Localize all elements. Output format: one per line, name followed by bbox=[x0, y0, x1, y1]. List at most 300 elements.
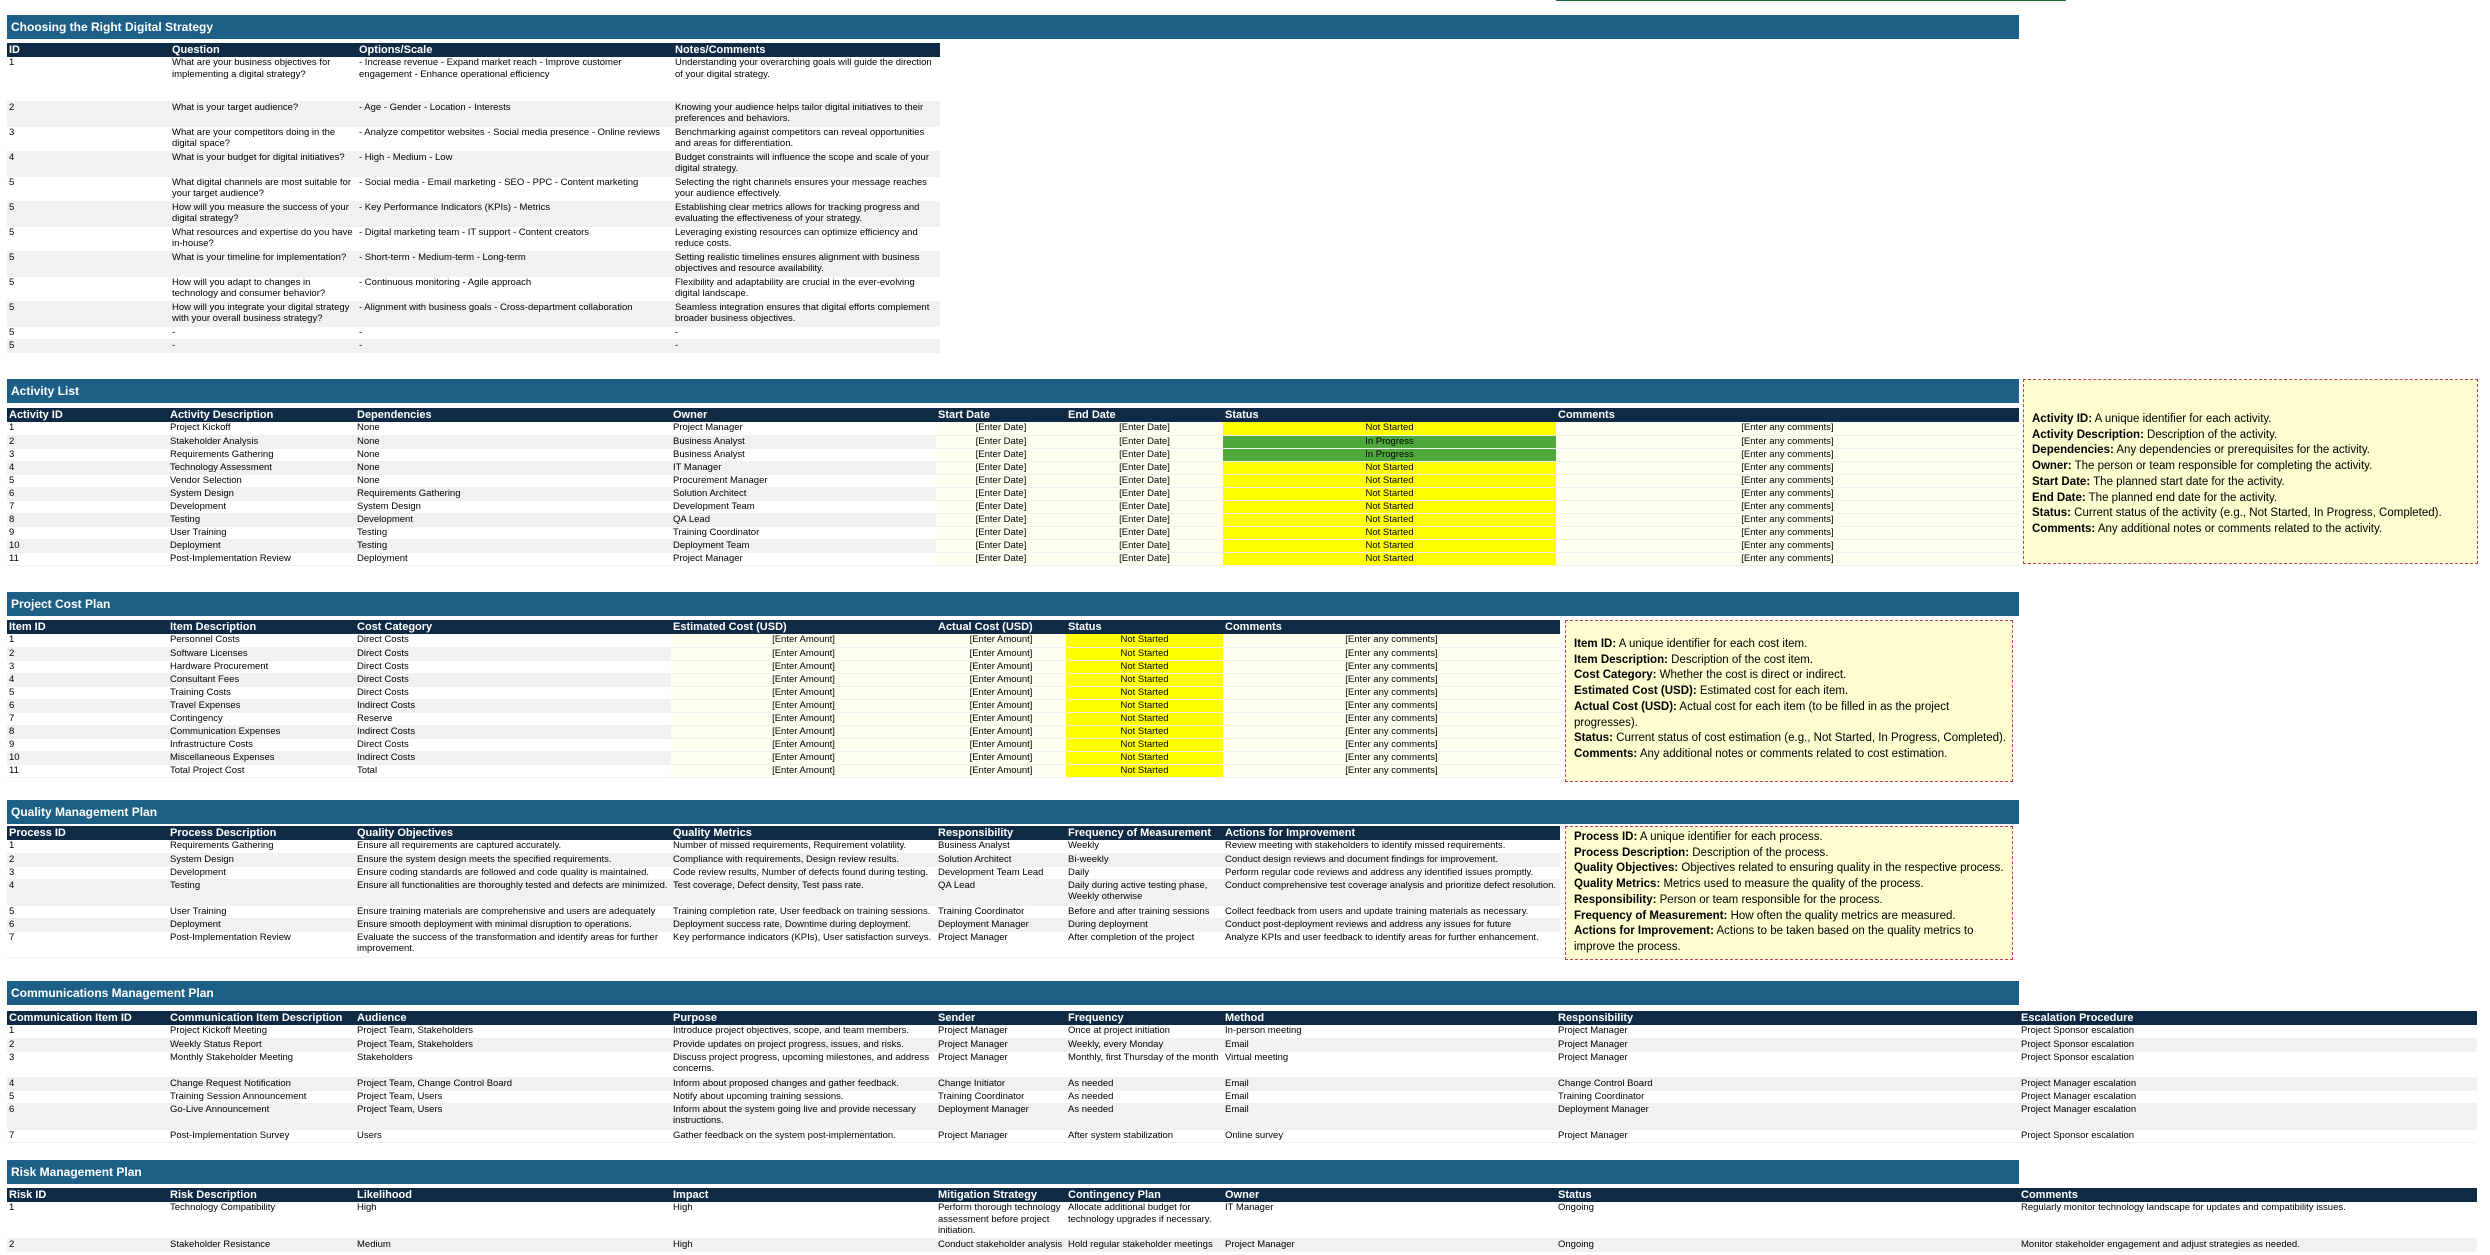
table-cell[interactable]: What resources and expertise do you have in-house? bbox=[170, 226, 357, 251]
table-cell[interactable]: Perform regular code reviews and address any identified issues promptly. bbox=[1223, 866, 1560, 879]
table-cell[interactable]: Not Started bbox=[1066, 712, 1223, 725]
table-cell[interactable]: 1 bbox=[7, 57, 170, 101]
table-cell[interactable]: 5 bbox=[7, 474, 168, 487]
table-cell[interactable]: 3 bbox=[7, 660, 168, 673]
table-cell[interactable]: Not Started bbox=[1223, 422, 1556, 435]
table-cell[interactable]: Perform thorough technology assessment before project initiation. bbox=[936, 1202, 1066, 1238]
table-cell[interactable]: QA Lead bbox=[671, 513, 936, 526]
table-cell[interactable]: Not Started bbox=[1066, 647, 1223, 660]
table-cell[interactable]: Not Started bbox=[1066, 673, 1223, 686]
table-cell[interactable]: [Enter any comments] bbox=[1556, 500, 2019, 513]
table-cell[interactable]: [Enter any comments] bbox=[1556, 422, 2019, 435]
table-cell[interactable]: 8 bbox=[7, 513, 168, 526]
table-cell[interactable]: Not Started bbox=[1223, 474, 1556, 487]
table-cell[interactable]: 6 bbox=[7, 699, 168, 712]
table-cell[interactable]: Project Manager bbox=[936, 931, 1066, 957]
table-cell[interactable]: Before and after training sessions bbox=[1066, 905, 1223, 918]
column-header[interactable]: Item Description bbox=[168, 620, 355, 634]
table-cell[interactable]: Training Coordinator bbox=[936, 1090, 1066, 1103]
table-cell[interactable]: Stakeholder Analysis bbox=[168, 435, 355, 448]
table-cell[interactable]: - bbox=[170, 339, 357, 352]
column-header[interactable]: Estimated Cost (USD) bbox=[671, 620, 936, 634]
table-cell[interactable]: System Design bbox=[168, 853, 355, 866]
table-cell[interactable]: [Enter Date] bbox=[1066, 500, 1223, 513]
table-cell[interactable]: 1 bbox=[7, 1025, 168, 1038]
table-cell[interactable]: [Enter any comments] bbox=[1556, 487, 2019, 500]
table-cell[interactable]: Project Manager bbox=[1223, 1238, 1556, 1251]
table-cell[interactable]: 6 bbox=[7, 918, 168, 931]
table-cell[interactable]: Training Coordinator bbox=[936, 905, 1066, 918]
table-cell[interactable]: Deployment Manager bbox=[1556, 1103, 2019, 1129]
table-cell[interactable]: [Enter Date] bbox=[936, 487, 1066, 500]
table-cell[interactable]: 2 bbox=[7, 1038, 168, 1051]
table-cell[interactable]: Conduct post-deployment reviews and address any issues for future bbox=[1223, 918, 1560, 931]
column-header[interactable]: Purpose bbox=[671, 1011, 936, 1025]
table-cell[interactable]: Not Started bbox=[1223, 513, 1556, 526]
table-cell[interactable]: Consultant Fees bbox=[168, 673, 355, 686]
table-cell[interactable]: Daily bbox=[1066, 866, 1223, 879]
table-cell[interactable]: [Enter Amount] bbox=[671, 712, 936, 725]
table-cell[interactable]: Direct Costs bbox=[355, 660, 671, 673]
table-cell[interactable]: None bbox=[355, 448, 671, 461]
table-cell[interactable]: - Alignment with business goals - Cross-department collaboration bbox=[357, 301, 673, 326]
table-cell[interactable]: Project Team, Users bbox=[355, 1103, 671, 1129]
table-cell[interactable]: [Enter Date] bbox=[1066, 422, 1223, 435]
column-header[interactable]: Process Description bbox=[168, 826, 355, 840]
table-cell[interactable]: 11 bbox=[7, 764, 168, 777]
table-cell[interactable]: Project Team, Stakeholders bbox=[355, 1038, 671, 1051]
table-cell[interactable]: Conduct comprehensive test coverage analysis and prioritize defect resolution. bbox=[1223, 879, 1560, 905]
table-cell[interactable]: Project Kickoff bbox=[168, 422, 355, 435]
table-cell[interactable]: Project Sponsor escalation bbox=[2019, 1025, 2477, 1038]
table-cell[interactable]: After system stabilization bbox=[1066, 1129, 1223, 1142]
table-cell[interactable]: 5 bbox=[7, 905, 168, 918]
column-header[interactable]: Frequency of Measurement bbox=[1066, 826, 1223, 840]
table-cell[interactable]: Miscellaneous Expenses bbox=[168, 751, 355, 764]
table-cell[interactable]: Procurement Manager bbox=[671, 474, 936, 487]
table-cell[interactable]: Daily during active testing phase, Weekly otherwise bbox=[1066, 879, 1223, 905]
table-cell[interactable]: Indirect Costs bbox=[355, 751, 671, 764]
table-cell[interactable]: Ensure training materials are comprehensive and users are adequately bbox=[355, 905, 671, 918]
table-cell[interactable]: Indirect Costs bbox=[355, 699, 671, 712]
table-cell[interactable]: Inform about proposed changes and gather feedback. bbox=[671, 1077, 936, 1090]
table-cell[interactable]: 9 bbox=[7, 738, 168, 751]
table-cell[interactable]: Not Started bbox=[1066, 764, 1223, 777]
table-cell[interactable]: [Enter Date] bbox=[936, 526, 1066, 539]
table-cell[interactable]: In Progress bbox=[1223, 448, 1556, 461]
table-cell[interactable]: [Enter any comments] bbox=[1223, 699, 1560, 712]
table-cell[interactable]: Monitor stakeholder engagement and adjust strategies as needed. bbox=[2019, 1238, 2477, 1251]
table-cell[interactable]: 5 bbox=[7, 301, 170, 326]
table-cell[interactable]: 6 bbox=[7, 487, 168, 500]
table-cell[interactable]: [Enter Amount] bbox=[936, 751, 1066, 764]
column-header[interactable]: Owner bbox=[1223, 1188, 1556, 1202]
table-cell[interactable]: [Enter any comments] bbox=[1223, 751, 1560, 764]
table-cell[interactable]: Requirements Gathering bbox=[168, 840, 355, 853]
table-cell[interactable]: As needed bbox=[1066, 1090, 1223, 1103]
table-cell[interactable]: Email bbox=[1223, 1090, 1556, 1103]
table-cell[interactable]: Stakeholder Resistance bbox=[168, 1238, 355, 1251]
table-cell[interactable]: Go-Live Announcement bbox=[168, 1103, 355, 1129]
table-cell[interactable]: Requirements Gathering bbox=[168, 448, 355, 461]
column-header[interactable]: Status bbox=[1223, 408, 1556, 422]
table-cell[interactable]: Project Manager bbox=[1556, 1051, 2019, 1077]
table-cell[interactable]: QA Lead bbox=[936, 879, 1066, 905]
table-cell[interactable]: What is your timeline for implementation? bbox=[170, 251, 357, 276]
column-header[interactable]: Question bbox=[170, 43, 357, 57]
table-cell[interactable]: 5 bbox=[7, 1090, 168, 1103]
table-cell[interactable]: 1 bbox=[7, 422, 168, 435]
table-cell[interactable]: Test coverage, Defect density, Test pass rate. bbox=[671, 879, 936, 905]
column-header[interactable]: Comments bbox=[1556, 408, 2019, 422]
table-cell[interactable]: 9 bbox=[7, 526, 168, 539]
table-cell[interactable]: Ensure smooth deployment with minimal disruption to operations. bbox=[355, 918, 671, 931]
column-header[interactable]: Options/Scale bbox=[357, 43, 673, 57]
table-cell[interactable]: Hold regular stakeholder meetings bbox=[1066, 1238, 1223, 1251]
table-cell[interactable]: - Age - Gender - Location - Interests bbox=[357, 101, 673, 126]
table-cell[interactable]: [Enter Amount] bbox=[936, 764, 1066, 777]
column-header[interactable]: Actions for Improvement bbox=[1223, 826, 1560, 840]
table-cell[interactable]: 1 bbox=[7, 634, 168, 647]
table-cell[interactable]: [Enter Date] bbox=[936, 539, 1066, 552]
table-cell[interactable]: [Enter any comments] bbox=[1556, 448, 2019, 461]
table-cell[interactable]: [Enter Date] bbox=[1066, 513, 1223, 526]
table-cell[interactable]: 4 bbox=[7, 673, 168, 686]
table-cell[interactable]: Hardware Procurement bbox=[168, 660, 355, 673]
table-cell[interactable]: Knowing your audience helps tailor digital initiatives to their preferences and behaviors. bbox=[673, 101, 940, 126]
table-cell[interactable]: Conduct stakeholder analysis bbox=[936, 1238, 1066, 1251]
table-cell[interactable]: Budget constraints will influence the scope and scale of your digital strategy. bbox=[673, 151, 940, 176]
table-cell[interactable]: Requirements Gathering bbox=[355, 487, 671, 500]
table-cell[interactable]: None bbox=[355, 435, 671, 448]
table-cell[interactable]: Project Manager bbox=[936, 1129, 1066, 1142]
table-cell[interactable]: Deployment Manager bbox=[936, 1103, 1066, 1129]
table-cell[interactable]: Project Sponsor escalation bbox=[2019, 1129, 2477, 1142]
table-cell[interactable]: Change Control Board bbox=[1556, 1077, 2019, 1090]
table-cell[interactable]: In-person meeting bbox=[1223, 1025, 1556, 1038]
table-cell[interactable]: Not Started bbox=[1066, 686, 1223, 699]
table-cell[interactable]: Bi-weekly bbox=[1066, 853, 1223, 866]
table-cell[interactable]: 4 bbox=[7, 151, 170, 176]
table-cell[interactable]: 2 bbox=[7, 853, 168, 866]
table-cell[interactable]: User Training bbox=[168, 526, 355, 539]
table-cell[interactable]: 6 bbox=[7, 1103, 168, 1129]
table-cell[interactable]: Business Analyst bbox=[671, 448, 936, 461]
table-cell[interactable]: Deployment success rate, Downtime during deployment. bbox=[671, 918, 936, 931]
table-cell[interactable]: Allocate additional budget for technology upgrades if necessary. bbox=[1066, 1202, 1223, 1238]
column-header[interactable]: ID bbox=[7, 43, 170, 57]
table-cell[interactable]: [Enter Date] bbox=[936, 448, 1066, 461]
table-cell[interactable]: Direct Costs bbox=[355, 647, 671, 660]
table-cell[interactable]: Technology Compatibility bbox=[168, 1202, 355, 1238]
table-cell[interactable]: Development Team Lead bbox=[936, 866, 1066, 879]
table-cell[interactable]: Direct Costs bbox=[355, 686, 671, 699]
table-cell[interactable]: [Enter Date] bbox=[1066, 435, 1223, 448]
table-cell[interactable]: [Enter Amount] bbox=[671, 673, 936, 686]
table-cell[interactable]: - bbox=[170, 326, 357, 339]
table-cell[interactable]: Training Coordinator bbox=[671, 526, 936, 539]
column-header[interactable]: Risk ID bbox=[7, 1188, 168, 1202]
table-cell[interactable]: Project Manager bbox=[671, 422, 936, 435]
table-cell[interactable]: [Enter Date] bbox=[1066, 461, 1223, 474]
table-cell[interactable]: Project Kickoff Meeting bbox=[168, 1025, 355, 1038]
table-cell[interactable]: Project Manager bbox=[1556, 1129, 2019, 1142]
table-cell[interactable]: Solution Architect bbox=[936, 853, 1066, 866]
table-cell[interactable]: Software Licenses bbox=[168, 647, 355, 660]
table-cell[interactable]: Regularly monitor technology landscape for updates and compatibility issues. bbox=[2019, 1202, 2477, 1238]
table-cell[interactable]: How will you adapt to changes in technology and consumer behavior? bbox=[170, 276, 357, 301]
table-cell[interactable]: [Enter Amount] bbox=[936, 738, 1066, 751]
table-cell[interactable]: 3 bbox=[7, 126, 170, 151]
table-cell[interactable]: [Enter Date] bbox=[1066, 526, 1223, 539]
table-cell[interactable]: [Enter Amount] bbox=[671, 725, 936, 738]
table-cell[interactable]: [Enter Date] bbox=[936, 461, 1066, 474]
table-cell[interactable]: Not Started bbox=[1066, 725, 1223, 738]
table-cell[interactable]: Testing bbox=[168, 879, 355, 905]
table-cell[interactable]: [Enter any comments] bbox=[1556, 526, 2019, 539]
table-cell[interactable]: Vendor Selection bbox=[168, 474, 355, 487]
table-cell[interactable]: 10 bbox=[7, 539, 168, 552]
table-cell[interactable]: Monthly, first Thursday of the month bbox=[1066, 1051, 1223, 1077]
column-header[interactable]: Communication Item Description bbox=[168, 1011, 355, 1025]
table-cell[interactable]: [Enter any comments] bbox=[1556, 474, 2019, 487]
table-cell[interactable]: 5 bbox=[7, 339, 170, 352]
column-header[interactable]: Responsibility bbox=[936, 826, 1066, 840]
table-cell[interactable]: Seamless integration ensures that digital efforts complement broader business objectives. bbox=[673, 301, 940, 326]
table-cell[interactable]: - bbox=[673, 339, 940, 352]
table-cell[interactable]: Deployment Team bbox=[671, 539, 936, 552]
column-header[interactable]: End Date bbox=[1066, 408, 1223, 422]
column-header[interactable]: Cost Category bbox=[355, 620, 671, 634]
table-cell[interactable]: Email bbox=[1223, 1077, 1556, 1090]
table-cell[interactable]: - High - Medium - Low bbox=[357, 151, 673, 176]
table-cell[interactable]: Virtual meeting bbox=[1223, 1051, 1556, 1077]
table-cell[interactable]: Project Team, Users bbox=[355, 1090, 671, 1103]
table-cell[interactable]: Not Started bbox=[1223, 539, 1556, 552]
table-cell[interactable]: Project Manager escalation bbox=[2019, 1103, 2477, 1129]
table-cell[interactable]: In Progress bbox=[1223, 435, 1556, 448]
table-cell[interactable]: [Enter Amount] bbox=[671, 738, 936, 751]
table-cell[interactable]: [Enter Date] bbox=[936, 435, 1066, 448]
table-cell[interactable]: Stakeholders bbox=[355, 1051, 671, 1077]
table-cell[interactable]: [Enter Amount] bbox=[671, 634, 936, 647]
table-cell[interactable]: Project Team, Change Control Board bbox=[355, 1077, 671, 1090]
table-cell[interactable]: High bbox=[671, 1202, 936, 1238]
table-cell[interactable]: [Enter Amount] bbox=[671, 686, 936, 699]
table-cell[interactable]: [Enter Amount] bbox=[936, 673, 1066, 686]
table-cell[interactable]: 2 bbox=[7, 435, 168, 448]
table-cell[interactable]: Training completion rate, User feedback on training sessions. bbox=[671, 905, 936, 918]
table-cell[interactable]: During deployment bbox=[1066, 918, 1223, 931]
column-header[interactable]: Activity Description bbox=[168, 408, 355, 422]
table-cell[interactable]: Testing bbox=[355, 539, 671, 552]
table-cell[interactable]: Project Manager bbox=[936, 1025, 1066, 1038]
table-cell[interactable]: None bbox=[355, 474, 671, 487]
column-header[interactable]: Notes/Comments bbox=[673, 43, 940, 57]
table-cell[interactable]: IT Manager bbox=[671, 461, 936, 474]
table-cell[interactable]: [Enter Amount] bbox=[671, 647, 936, 660]
table-cell[interactable]: [Enter any comments] bbox=[1223, 725, 1560, 738]
table-cell[interactable]: What is your budget for digital initiatives? bbox=[170, 151, 357, 176]
table-cell[interactable]: [Enter Date] bbox=[936, 513, 1066, 526]
table-cell[interactable]: 4 bbox=[7, 1077, 168, 1090]
table-cell[interactable]: - Short-term - Medium-term - Long-term bbox=[357, 251, 673, 276]
table-cell[interactable]: [Enter Amount] bbox=[936, 686, 1066, 699]
table-cell[interactable]: [Enter any comments] bbox=[1223, 634, 1560, 647]
table-cell[interactable]: [Enter Date] bbox=[1066, 487, 1223, 500]
table-cell[interactable]: Not Started bbox=[1223, 461, 1556, 474]
table-cell[interactable]: [Enter Amount] bbox=[936, 634, 1066, 647]
table-cell[interactable]: Monthly Stakeholder Meeting bbox=[168, 1051, 355, 1077]
table-cell[interactable]: Ensure coding standards are followed and code quality is maintained. bbox=[355, 866, 671, 879]
table-cell[interactable]: [Enter Date] bbox=[1066, 539, 1223, 552]
table-cell[interactable]: Project Manager escalation bbox=[2019, 1077, 2477, 1090]
table-cell[interactable]: As needed bbox=[1066, 1077, 1223, 1090]
table-cell[interactable]: User Training bbox=[168, 905, 355, 918]
column-header[interactable]: Risk Description bbox=[168, 1188, 355, 1202]
table-cell[interactable]: None bbox=[355, 461, 671, 474]
table-cell[interactable]: Deployment bbox=[168, 539, 355, 552]
table-cell[interactable]: - Key Performance Indicators (KPIs) - Metrics bbox=[357, 201, 673, 226]
table-cell[interactable]: Project Manager escalation bbox=[2019, 1090, 2477, 1103]
table-cell[interactable]: Project Manager bbox=[936, 1038, 1066, 1051]
table-cell[interactable]: Inform about the system going live and provide necessary instructions. bbox=[671, 1103, 936, 1129]
table-cell[interactable]: Project Manager bbox=[671, 552, 936, 565]
table-cell[interactable]: [Enter any comments] bbox=[1556, 539, 2019, 552]
column-header[interactable]: Audience bbox=[355, 1011, 671, 1025]
table-cell[interactable]: Deployment bbox=[355, 552, 671, 565]
table-cell[interactable]: Solution Architect bbox=[671, 487, 936, 500]
table-cell[interactable]: [Enter any comments] bbox=[1223, 764, 1560, 777]
column-header[interactable]: Start Date bbox=[936, 408, 1066, 422]
table-cell[interactable]: Key performance indicators (KPIs), User satisfaction surveys. bbox=[671, 931, 936, 957]
table-cell[interactable]: What are your business objectives for implementing a digital strategy? bbox=[170, 57, 357, 101]
column-header[interactable]: Process ID bbox=[7, 826, 168, 840]
table-cell[interactable]: How will you measure the success of your digital strategy? bbox=[170, 201, 357, 226]
table-cell[interactable]: - Increase revenue - Expand market reach - Improve customer engagement - Enhance operational efficiency bbox=[357, 57, 673, 101]
table-cell[interactable]: IT Manager bbox=[1223, 1202, 1556, 1238]
table-cell[interactable]: - bbox=[357, 326, 673, 339]
table-cell[interactable]: Development bbox=[168, 500, 355, 513]
table-cell[interactable]: Ongoing bbox=[1556, 1238, 2019, 1251]
table-cell[interactable]: Not Started bbox=[1066, 751, 1223, 764]
table-cell[interactable]: 7 bbox=[7, 931, 168, 957]
table-cell[interactable]: Testing bbox=[355, 526, 671, 539]
table-cell[interactable]: How will you integrate your digital strategy with your overall business strategy? bbox=[170, 301, 357, 326]
table-cell[interactable]: 5 bbox=[7, 251, 170, 276]
table-cell[interactable]: Not Started bbox=[1066, 699, 1223, 712]
table-cell[interactable]: Technology Assessment bbox=[168, 461, 355, 474]
table-cell[interactable]: What digital channels are most suitable for your target audience? bbox=[170, 176, 357, 201]
table-cell[interactable]: Weekly, every Monday bbox=[1066, 1038, 1223, 1051]
column-header[interactable]: Comments bbox=[2019, 1188, 2477, 1202]
table-cell[interactable]: 3 bbox=[7, 448, 168, 461]
column-header[interactable]: Contingency Plan bbox=[1066, 1188, 1223, 1202]
column-header[interactable]: Quality Objectives bbox=[355, 826, 671, 840]
table-cell[interactable]: [Enter Amount] bbox=[936, 699, 1066, 712]
table-cell[interactable]: Infrastructure Costs bbox=[168, 738, 355, 751]
table-cell[interactable]: Number of missed requirements, Requirement volatility. bbox=[671, 840, 936, 853]
table-cell[interactable]: [Enter Amount] bbox=[936, 647, 1066, 660]
table-cell[interactable]: Contingency bbox=[168, 712, 355, 725]
table-cell[interactable]: 5 bbox=[7, 176, 170, 201]
table-cell[interactable]: [Enter Date] bbox=[936, 500, 1066, 513]
table-cell[interactable]: [Enter Amount] bbox=[671, 660, 936, 673]
table-cell[interactable]: [Enter Date] bbox=[1066, 448, 1223, 461]
table-cell[interactable]: Not Started bbox=[1066, 634, 1223, 647]
table-cell[interactable]: - bbox=[357, 339, 673, 352]
table-cell[interactable]: 4 bbox=[7, 461, 168, 474]
table-cell[interactable]: Project Manager bbox=[1556, 1025, 2019, 1038]
table-cell[interactable]: Indirect Costs bbox=[355, 725, 671, 738]
table-cell[interactable]: Post-Implementation Review bbox=[168, 931, 355, 957]
table-cell[interactable]: 7 bbox=[7, 712, 168, 725]
column-header[interactable]: Impact bbox=[671, 1188, 936, 1202]
table-cell[interactable]: Post-Implementation Survey bbox=[168, 1129, 355, 1142]
table-cell[interactable]: Project Sponsor escalation bbox=[2019, 1038, 2477, 1051]
table-cell[interactable]: Project Manager bbox=[936, 1051, 1066, 1077]
table-cell[interactable]: [Enter any comments] bbox=[1556, 461, 2019, 474]
table-cell[interactable]: Business Analyst bbox=[936, 840, 1066, 853]
column-header[interactable]: Dependencies bbox=[355, 408, 671, 422]
column-header[interactable]: Actual Cost (USD) bbox=[936, 620, 1066, 634]
table-cell[interactable]: Online survey bbox=[1223, 1129, 1556, 1142]
table-cell[interactable]: Training Costs bbox=[168, 686, 355, 699]
table-cell[interactable]: [Enter Amount] bbox=[936, 660, 1066, 673]
table-cell[interactable]: Weekly bbox=[1066, 840, 1223, 853]
table-cell[interactable]: High bbox=[671, 1238, 936, 1251]
table-cell[interactable]: 5 bbox=[7, 326, 170, 339]
table-cell[interactable]: Provide updates on project progress, issues, and risks. bbox=[671, 1038, 936, 1051]
table-cell[interactable]: [Enter any comments] bbox=[1223, 686, 1560, 699]
table-cell[interactable]: None bbox=[355, 422, 671, 435]
column-header[interactable]: Status bbox=[1556, 1188, 2019, 1202]
table-cell[interactable]: Conduct design reviews and document findings for improvement. bbox=[1223, 853, 1560, 866]
table-cell[interactable]: Review meeting with stakeholders to identify missed requirements. bbox=[1223, 840, 1560, 853]
table-cell[interactable]: [Enter Amount] bbox=[671, 699, 936, 712]
table-cell[interactable]: 10 bbox=[7, 751, 168, 764]
table-cell[interactable]: [Enter Date] bbox=[936, 474, 1066, 487]
table-cell[interactable]: [Enter any comments] bbox=[1556, 435, 2019, 448]
table-cell[interactable]: Email bbox=[1223, 1103, 1556, 1129]
table-cell[interactable]: [Enter any comments] bbox=[1556, 513, 2019, 526]
column-header[interactable]: Communication Item ID bbox=[7, 1011, 168, 1025]
table-cell[interactable]: [Enter Amount] bbox=[671, 764, 936, 777]
table-cell[interactable]: [Enter Date] bbox=[936, 422, 1066, 435]
table-cell[interactable]: [Enter any comments] bbox=[1223, 660, 1560, 673]
table-cell[interactable]: Business Analyst bbox=[671, 435, 936, 448]
table-cell[interactable]: Not Started bbox=[1223, 500, 1556, 513]
column-header[interactable]: Quality Metrics bbox=[671, 826, 936, 840]
table-cell[interactable]: What is your target audience? bbox=[170, 101, 357, 126]
table-cell[interactable]: Communication Expenses bbox=[168, 725, 355, 738]
table-cell[interactable]: 3 bbox=[7, 1051, 168, 1077]
table-cell[interactable]: - bbox=[673, 326, 940, 339]
column-header[interactable]: Responsibility bbox=[1556, 1011, 2019, 1025]
table-cell[interactable]: Ongoing bbox=[1556, 1202, 2019, 1238]
table-cell[interactable]: 11 bbox=[7, 552, 168, 565]
table-cell[interactable]: 4 bbox=[7, 879, 168, 905]
table-cell[interactable]: Collect feedback from users and update training materials as necessary. bbox=[1223, 905, 1560, 918]
table-cell[interactable]: 5 bbox=[7, 201, 170, 226]
table-cell[interactable]: Not Started bbox=[1066, 738, 1223, 751]
table-cell[interactable]: Direct Costs bbox=[355, 673, 671, 686]
table-cell[interactable]: [Enter Date] bbox=[1066, 474, 1223, 487]
table-cell[interactable]: Deployment bbox=[168, 918, 355, 931]
table-cell[interactable]: Not Started bbox=[1223, 526, 1556, 539]
table-cell[interactable]: - Analyze competitor websites - Social media presence - Online reviews bbox=[357, 126, 673, 151]
table-cell[interactable]: Weekly Status Report bbox=[168, 1038, 355, 1051]
